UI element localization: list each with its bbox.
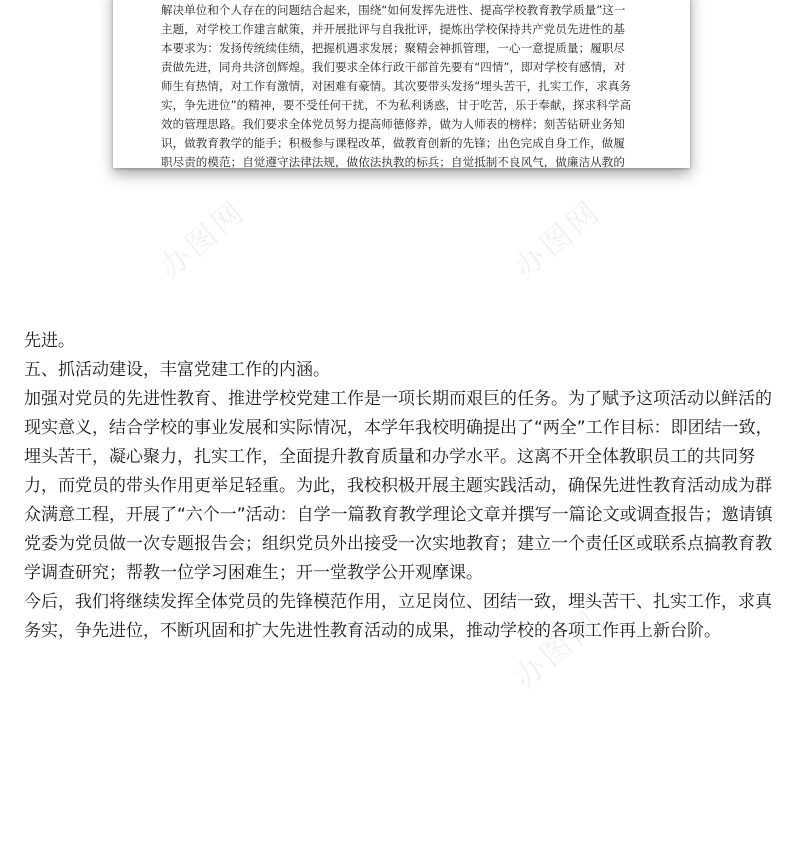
preview-line: 责做先进，同舟共济创辉煌。我们要求全体行政干部首先要有“四情”，即对学校有感情，对 — [161, 60, 626, 74]
section-heading: 五、抓活动建设，丰富党建工作的内涵。 — [24, 360, 330, 380]
preview-line: 实，争先进位”的精神，要不受任何干扰，不为私利诱惑，甘于吃苦，乐于奉献，探求科学高 — [161, 98, 632, 112]
paragraph: 今后，我们将继续发挥全体党员的先锋模范作用，立足岗位、团结一致，埋头苦干、扎实工作，求真务实，争先进位，不断巩固和扩大先进性教育活动的成果，推动学校的各项工作再上新台阶。 — [24, 592, 772, 641]
document-body — [24, 327, 780, 646]
document-preview-card — [113, 0, 690, 168]
paragraph: 加强对党员的先进性教育、推进学校党建工作是一项长期而艰巨的任务。为了赋予这项活动以鲜活的现实意义，结合学校的事业发展和实际情况，本学年我校明确提出了“两全”工作目标：即团结一致，埋头苦干，凝心聚力，扎实工作，全面提升教育质量和办学水平。这离不开全体教职员工的共同努力，而党员的带头作用更举足轻重。为此，我校积极开展主题实践活动，确保先进性教育活动成为群众满意工程，开展了“六个一”活动：自学一篇教育教学理论文章并撰写一篇论文或调查报告；邀请镇党委为党员做一次专题报告会；组织党员外出接受一次实地教育；建立一个责任区或联系点搞教育教学调查研究；帮教一位学习困难生；开一堂教学公开观摩课。 — [24, 389, 773, 583]
watermark: 办图网 — [152, 193, 254, 286]
preview-line: 主题，对学校工作建言献策，并开展批评与自我批评，提炼出学校保持共产党员先进性的基 — [161, 22, 625, 36]
preview-line: 解决单位和个人存在的问题结合起来，围绕“如何发挥先进性、提高学校教育教学质量”这一 — [161, 3, 626, 17]
paragraph-continuation: 先进。 — [24, 331, 75, 351]
preview-line: 职尽责的模范；自觉遵守法律法规，做依法执教的标兵；自觉抵制不良风气，做廉洁从教的 — [161, 155, 625, 168]
watermark: 办图网 — [507, 603, 609, 696]
preview-line: 本要求为：发扬传统续佳绩，把握机遇求发展；聚精会神抓管理，一心一意提质量；履职尽 — [161, 41, 625, 55]
watermark: 办图网 — [507, 193, 609, 286]
preview-line: 效的管理思路。我们要求全体党员努力提高师德修养，做为人师表的榜样；刻苦钻研业务知 — [161, 117, 625, 131]
preview-line: 师生有热情，对工作有激情，对困难有豪情。其次要带头发扬“埋头苦干，扎实工作，求真务 — [161, 79, 632, 93]
preview-line: 识，做教育教学的能手；积极参与课程改革，做教育创新的先锋；出色完成自身工作，做履 — [161, 136, 625, 150]
document-preview-text — [161, 0, 641, 168]
